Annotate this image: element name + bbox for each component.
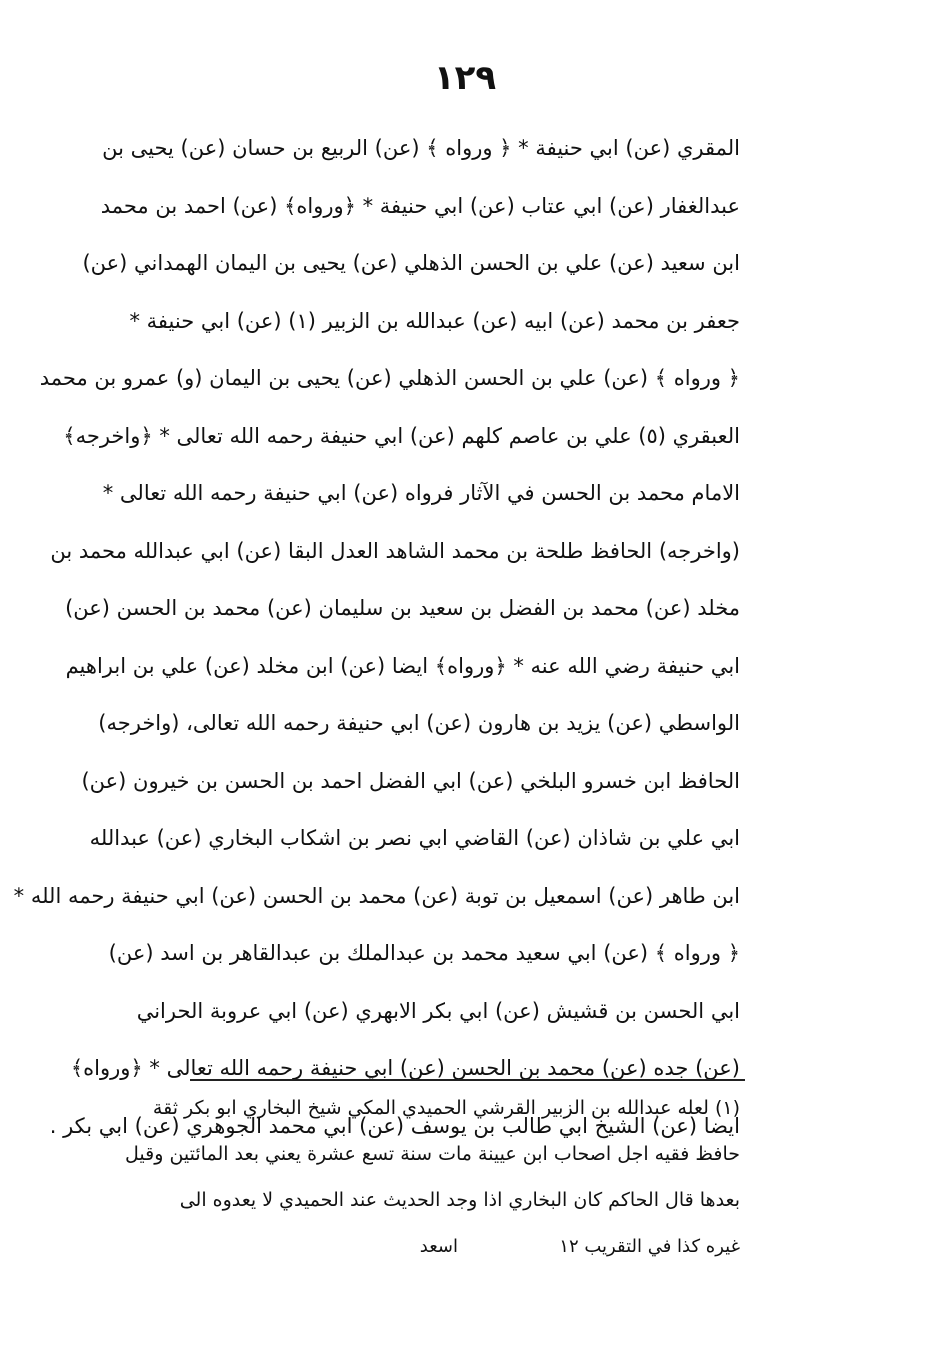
text-line: (واخرجه) الحافظ طلحة بن محمد الشاهد العدل البقا (عن) ابي عبدالله محمد بن [50,538,740,563]
text-line: ايضا (عن) الشيخ ابي طالب بن يوسف (عن) ابي محمد الجوهري (عن) ابي بكر . [49,1113,740,1138]
text-line: المقري (عن) ابي حنيفة * ﴿ ورواه ﴾ (عن) الربيع بن حسان (عن) يحيى بن [102,136,740,160]
text-line: ابن طاهر (عن) اسمعيل بن توبة (عن) محمد بن الحسن (عن) ابي حنيفة رحمه الله * [13,883,740,908]
colophon [190,1227,740,1267]
text-line: ابن سعيد (عن) علي بن الحسن الذهلي (عن) يحيى بن اليمان الهمداني (عن) [82,251,740,275]
footnote-line: (١) لعله عبدالله بن الزبير القرشي الحميدي المكي شيخ البخاري ابو بكر ثقة [152,1097,740,1119]
text-line: ابي علي بن شاذان (عن) القاضي ابي نصر بن اشكاب البخاري (عن) عبدالله [89,826,740,850]
text-line: العبقري (٥) علي بن عاصم كلهم (عن) ابي حنيفة رحمه الله تعالى * ﴿واخرجه﴾ [63,423,740,448]
text-line: ﴿ ورواه ﴾ (عن) ابي سعيد محمد بن عبدالملك بن عبدالقاهر بن اسد (عن) [108,941,740,965]
text-line: ابي الحسن بن قشيش (عن) ابي بكر الابهري (عن) ابي عروبة الحراني [136,998,740,1023]
text-line: مخلد (عن) محمد بن الفضل بن سعيد بن سليمان (عن) محمد بن الحسن (عن) [65,596,740,620]
footnote-line: بعدها قال الحاكم كان البخاري اذا وجد الحديث عند الحميدي لا يعدوه الى [179,1189,740,1211]
text-line: جعفر بن محمد (عن) ابيه (عن) عبدالله بن الزبير (١) (عن) ابي حنيفة * [129,308,740,333]
text-line: الواسطي (عن) يزيد بن هارون (عن) ابي حنيفة رحمه الله تعالى، (واخرجه) [98,711,740,735]
footnote-block [49,1085,740,1223]
text-line: (عن) جده (عن) محمد بن الحسن (عن) ابي حنيفة رحمه الله تعالى * ﴿ورواه﴾ [70,1056,740,1080]
text-line: الحافظ ابن خسرو البلخي (عن) ابي الفضل احمد بن الحسن بن خيرون (عن) [81,768,740,793]
footnote-line: حافظ فقيه اجل اصحاب ابن عيينة مات سنة تسع عشرة يعني بعد المائتين وقيل [125,1143,740,1165]
editor-signature: اسعد [419,1236,458,1257]
page-number: ١٢٩ [433,58,497,98]
colophon-note: غيره كذا في التقريب ١٢ [559,1236,740,1257]
footnote-divider [190,1079,745,1081]
text-line: ﴿ ورواه ﴾ (عن) علي بن الحسن الذهلي (عن) يحيى بن اليمان (و) عمرو بن محمد [39,366,740,390]
text-line: الامام محمد بن الحسن في الآثار فرواه (عن) ابي حنيفة رحمه الله تعالى * [102,481,740,505]
text-line: عبدالغفار (عن) ابي عتاب (عن) ابي حنيفة * ﴿ورواه﴾ (عن) احمد بن محمد [100,193,740,218]
text-line: ابي حنيفة رضي الله عنه * ﴿ورواه﴾ ايضا (عن) ابن مخلد (عن) علي بن ابراهيم [65,653,740,678]
